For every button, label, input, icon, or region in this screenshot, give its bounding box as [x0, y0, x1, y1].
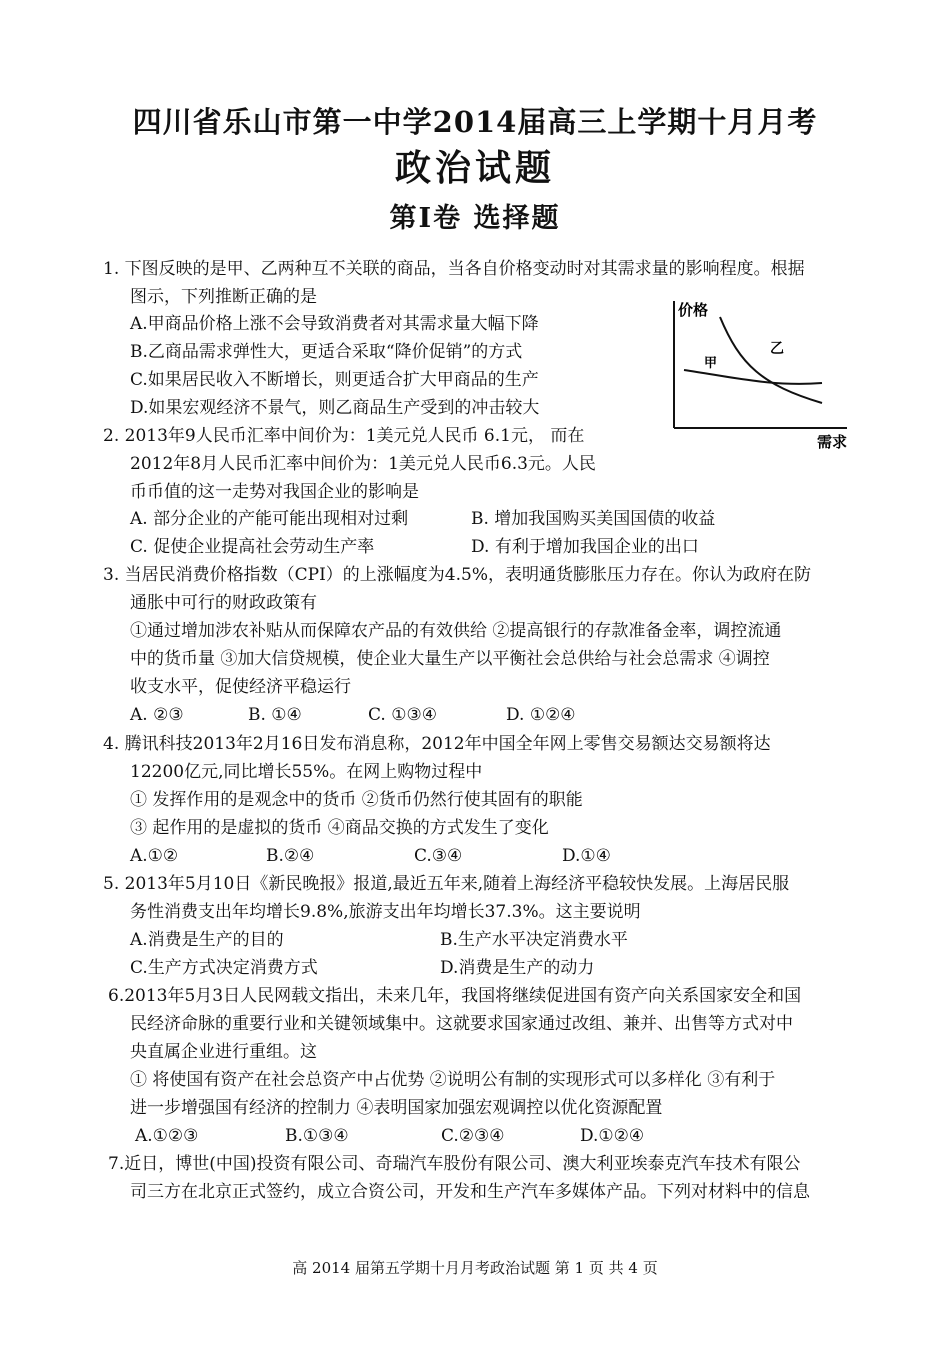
q4-option-b: B.②④: [266, 846, 315, 866]
q2-option-a: A. 部分企业的产能可能出现相对过剩: [130, 509, 409, 529]
q3-stem-line3: ①通过增加涉农补贴从而保障农产品的有效供给 ②提高银行的存款准备金率，调控流通: [130, 621, 782, 641]
q3-stem-line1: 3. 当居民消费价格指数（CPI）的上涨幅度为4.5%，表明通货膨胀压力存在。你认为政府在防: [103, 565, 811, 585]
q6-stem-line3: 央直属企业进行重组。这: [130, 1042, 317, 1062]
q6-stem-line2: 民经济命脉的重要行业和关键领域集中。这就要求国家通过改组、兼并、出售等方式对中: [130, 1014, 793, 1034]
demand-price-graph: [662, 295, 857, 455]
q5-option-a: A.消费是生产的目的: [130, 930, 284, 950]
q3-stem-line4: 中的货币量 ③加大信贷规模，使企业大量生产以平衡社会总供给与社会总需求 ④调控: [130, 649, 770, 669]
x-axis-label: 需求: [817, 433, 848, 451]
q6-stem-line5: 进一步增强国有经济的控制力 ④表明国家加强宏观调控以优化资源配置: [130, 1098, 663, 1118]
q6-option-d: D.①②④: [580, 1126, 645, 1146]
q3-option-a: A. ②③: [130, 705, 184, 725]
q2-option-b: B. 增加我国购买美国国债的收益: [471, 509, 716, 529]
q2-stem-line1: 2. 2013年9人民币汇率中间价为：1美元兑人民币 6.1元， 而在: [103, 426, 585, 446]
q1-stem-line1: 1. 下图反映的是甲、乙两种互不关联的商品，当各自价格变动时对其需求量的影响程度。根据: [103, 259, 805, 279]
q2-stem-line2: 2012年8月人民币汇率中间价为：1美元兑人民币6.3元。人民: [130, 454, 596, 474]
q1-option-b: B.乙商品需求弹性大，更适合采取“降价促销”的方式: [130, 342, 523, 362]
q4-stem-line4: ③ 起作用的是虚拟的货币 ④商品交换的方式发生了变化: [130, 818, 549, 838]
page-footer: 高 2014 届第五学期十月月考政治试题 第 1 页 共 4 页: [292, 1259, 658, 1277]
q6-option-b: B.①③④: [285, 1126, 349, 1146]
exam-title: 四川省乐山市第一中学2014届高三上学期十月月考: [132, 105, 818, 139]
y-axis-label: 价格: [678, 301, 709, 319]
curve-a-label: 甲: [704, 356, 718, 371]
q5-stem-line2: 务性消费支出年均增长9.8%,旅游支出年均增长37.3%。这主要说明: [130, 902, 641, 922]
q4-option-d: D.①④: [562, 846, 611, 866]
q3-option-b: B. ①④: [248, 705, 302, 725]
section-title: 第Ⅰ卷 选择题: [389, 203, 561, 234]
q2-option-d: D. 有利于增加我国企业的出口: [471, 537, 699, 557]
q3-option-d: D. ①②④: [506, 705, 576, 725]
q4-stem-line2: 12200亿元,同比增长55%。在网上购物过程中: [130, 762, 483, 782]
q1-option-d: D.如果宏观经济不景气，则乙商品生产受到的冲击较大: [130, 398, 540, 418]
q6-stem-line4: ① 将使国有资产在社会总资产中占优势 ②说明公有制的实现形式可以多样化 ③有利于: [130, 1070, 776, 1090]
q2-stem-line3: 币币值的这一走势对我国企业的影响是: [130, 482, 419, 502]
q7-stem-line1: 7.近日，博世(中国)投资有限公司、奇瑞汽车股份有限公司、澳大利亚埃泰克汽车技术有限公: [108, 1154, 801, 1174]
q3-stem-line5: 收支水平，促使经济平稳运行: [130, 677, 351, 697]
q5-option-b: B.生产水平决定消费水平: [440, 930, 628, 950]
q6-stem-line1: 6.2013年5月3日人民网载文指出，未来几年，我国将继续促进国有资产向关系国家安全和国: [108, 986, 802, 1006]
subject-title: 政治试题: [394, 147, 555, 189]
q6-option-c: C.②③④: [441, 1126, 505, 1146]
q4-option-a: A.①②: [130, 846, 179, 866]
q5-option-d: D.消费是生产的动力: [440, 958, 595, 978]
q3-option-c: C. ①③④: [368, 705, 437, 725]
q1-stem-line2: 图示，下列推断正确的是: [130, 287, 317, 307]
q6-option-a: A.①②③: [135, 1126, 199, 1146]
q3-stem-line2: 通胀中可行的财政政策有: [130, 593, 317, 613]
q1-option-c: C.如果居民收入不断增长，则更适合扩大甲商品的生产: [130, 370, 539, 390]
q4-option-c: C.③④: [414, 846, 463, 866]
curve-b-label: 乙: [770, 341, 784, 357]
q5-stem-line1: 5. 2013年5月10日《新民晚报》报道,最近五年来,随着上海经济平稳较快发展。上海居民服: [103, 874, 790, 894]
q2-option-c: C. 促使企业提高社会劳动生产率: [130, 537, 375, 557]
q1-option-a: A.甲商品价格上涨不会导致消费者对其需求量大幅下降: [130, 314, 539, 334]
q5-option-c: C.生产方式决定消费方式: [130, 958, 318, 978]
q4-stem-line3: ① 发挥作用的是观念中的货币 ②货币仍然行使其固有的职能: [130, 790, 583, 810]
q7-stem-line2: 司三方在北京正式签约，成立合资公司，开发和生产汽车多媒体产品。下列对材料中的信息: [130, 1182, 810, 1202]
q4-stem-line1: 4. 腾讯科技2013年2月16日发布消息称，2012年中国全年网上零售交易额达交易额将达: [103, 734, 771, 754]
